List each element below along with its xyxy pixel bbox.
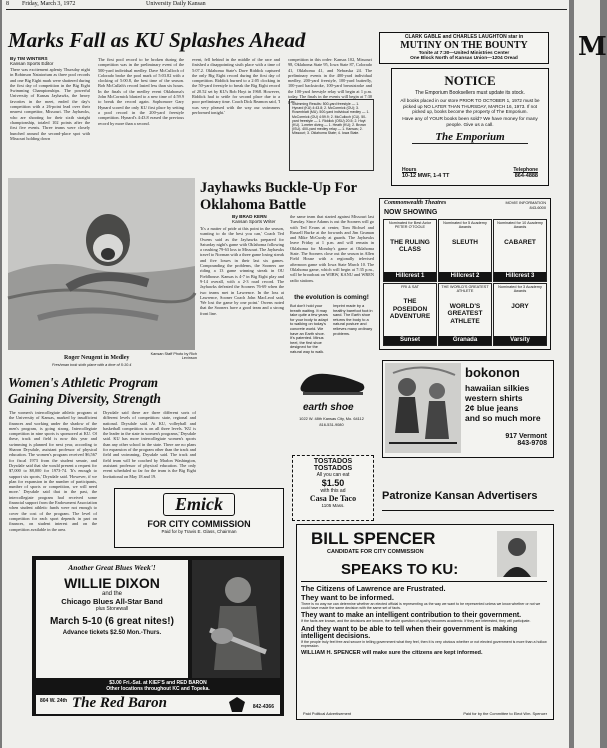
swim-results-box	[289, 99, 374, 171]
movie-cell	[493, 219, 547, 282]
blues-artist-1: WILLIE DIXON	[64, 575, 160, 591]
page-date: Friday, March 3, 1972	[22, 1, 76, 7]
page-folio	[6, 1, 569, 9]
red-baron-address: 804 W. 24th	[40, 698, 68, 704]
bokonon-item-2: western shirts	[465, 393, 523, 403]
blues-artist-3: Chicago Blues All-Star Band	[61, 597, 163, 606]
spencer-paid-left: Paid Political Advertisement	[303, 711, 352, 717]
emick-name: Emick	[163, 493, 235, 516]
movie-tagline: Nominated for 3 Academy Awards	[498, 285, 542, 294]
hours-label: Hours	[402, 167, 417, 173]
notice-heading: NOTICE	[444, 73, 496, 88]
blues-artist-2: and the	[101, 591, 123, 597]
tostados-place: Casa De Taco	[309, 494, 357, 503]
blues-dates: March 5-10 (6 great nites!)	[50, 616, 174, 627]
movie-venue: Granada	[439, 336, 491, 345]
movie-title: THE POSEIDON ADVENTURE	[389, 298, 431, 321]
phone-label: Telephone	[513, 167, 538, 173]
emick-paid: Paid for by Travis E. Glass, Chairman	[161, 529, 237, 534]
tostados-address: 1105 Mass.	[321, 503, 345, 508]
movie-cell	[438, 283, 492, 346]
emporium-hours	[402, 167, 449, 179]
movie-title: SLEUTH	[452, 238, 478, 246]
jayhawks-byline-name: By BRAD KERN	[232, 214, 267, 219]
movie-venue: Varsity	[494, 336, 546, 345]
blues-other: Other locations throughout KC and Topeka.	[106, 686, 210, 692]
swim-col-2: The first pool record to be broken during the competition was in the preliminary event of the 500-yard individual medley. Dave McCulloch of Colorado broke the pool mark of 5:03.82 with a clocking of 5:00.8, the best time of the season. Bob McCullah's record lasted less than six hours. In the finals of the medley event Oklahoma's John McCormick blasted to a new time of 4:59.9 to break the record again. Sophomore Gary Hynard scored the only KU first place by setting a pool record in the 200-yard freestyle competition. Hynard's 4:43.8 erased the previous record by more than a second.	[98, 57, 184, 126]
swim-byline	[10, 56, 90, 66]
movie-cell	[383, 283, 437, 346]
emporium-notice-ad	[391, 68, 549, 186]
earth-shoe-brand: earth shoe	[303, 402, 354, 413]
bokonon-item-3: 2¢ blue jeans	[465, 403, 519, 413]
spencer-portrait	[497, 531, 537, 577]
movie-cell	[438, 219, 492, 282]
swim-col-3: event, fell behind in the middle of the race and finished a disappointing sixth place with a time of 5:07.2. Oklahoma State's Dave Riddick captured the only Big Eight record during the first day of competition. Riddick burned to a 2:05 clocking in the 50-yard freestyle to break the Big Eight record of 20.52 set by KU's Bob Hoyt in 1968. However, Riddick had to settle for second place due to a poor preliminary time. Coach Dick Reamon said, 'I was very pleased with the way our swimmers performed tonight.'	[192, 57, 281, 115]
movie-tagline: THE WORLD'S GREATEST ATHLETE	[441, 285, 489, 294]
spencer-heading-1: The Citizens of Lawrence are Frustrated.	[301, 581, 547, 593]
spencer-sign: WILLIAM H. SPENCER will make sure the citizens are kept informed.	[301, 650, 483, 657]
adjacent-page-glyph: M	[578, 32, 607, 62]
theatres-info	[505, 201, 546, 210]
earth-shoe-body: But don't hold your breath waiting. It may take quite a few years for your body to adapt to walking on today's concrete world. We have an Earth shoe. It's patented. Minus heel, the first shoe designed for the natural way to walk.	[290, 303, 328, 354]
top-rule	[6, 9, 567, 10]
paper-name: University Daily Kansan	[146, 1, 206, 7]
spencer-ad	[296, 524, 554, 720]
tostados-ad	[292, 455, 374, 521]
movie-venue: Sunset	[384, 336, 436, 345]
theatres-info-label: MOVIE INFORMATION	[505, 200, 546, 205]
movie-tagline: Nominated for 5 Academy Awards	[443, 221, 487, 230]
movie-title: JORY	[511, 302, 529, 310]
shoe-icon	[297, 368, 369, 398]
movie-grid	[383, 219, 547, 347]
swim-col-1: There was excitement aplenty Thursday night in Robinson Natatorium as three pool records and one Big Eight mark were shattered during the first day of competition in the Big Eight Swimming Championships. The powerful University of Kansas Jayhawks, the heavy favorites in the meet, ended the day's competition with a 26-point lead over their nearest competitor, Missouri. The Jayhawks, who are shooting for their sixth straight championship, totaled 102 points after the first five events. Three teams were closely bunched around the second-place spot with Missouri holding down	[10, 67, 90, 141]
movie-title: THE RULING CLASS	[390, 238, 430, 254]
jayhawks-headline: Jayhawks Buckle-Up For Oklahoma Battle	[200, 180, 357, 213]
swim-headline: Marks Fall as KU Splashes Ahead	[8, 28, 306, 52]
bokonon-address-block	[505, 433, 547, 447]
movie-venue: Hillcrest 2	[439, 272, 491, 281]
blues-door: $3.00 Fri.-Sat. at KIEF'S and RED BARON	[109, 680, 207, 686]
photo-credit: Kansan Staff Photo by Rich Levinson	[150, 352, 197, 360]
women-col-1: The women's intercollegiate athletic program at the University of Kansas, marked by insufficient finances and working under the shadow of the men's program, is going strong. Intercollegiate competition in nine sports is sponsored at KU. Of these, track and field is now this year and swimming is planned for next year, according to Sharon Drysdale, assistant professor of physical education. The women's program received $6,567 for fiscal 1973 from the student senate, and Drysdale said that she would present a request for $7,000 to $8,000 for 1973-74. 'It's enough to support six sports,' Drysdale said. 'However, if we plan for expansion in the number of participants, number of sports or competition, we will need more.' Drysdale said that in the past, the intercollegiate program had received some financial support from the Endowment Association when student athletic funds were not enough to cover the cost of the program. The level of competition for each sport depends in part on finances, on student interest and on the competition available in the area.	[9, 410, 97, 532]
jayhawks-col-2: the same team that started against Missouri last Tuesday. Since Adams is out the Sooners will go with Ted Evans at center, Tom Bichsel and Russell Burke at the forwards and Jim Gruman and Mike McCurdy at guards. The Jayhawks leave Friday at 1 p.m. and will remain in Oklahoma for Monday's game at Oklahoma State. The Sooners close out the season in Allen Field House with a regionally televised afternoon game with Iowa State March 10. The Oklahoma game, which will begin at 7:35 p.m., will be broadcast on WIBW, KANU and WREN radio stations.	[290, 214, 374, 283]
spencer-paragraph-3: If the people truly feel free and secure in telling government what they feel, then it is very obvious whether or not elected government is more than a hollow expression.	[301, 639, 547, 648]
red-baron-name: The Red Baron	[72, 695, 168, 711]
flyer-film: MUTINY ON THE BOUNTY	[400, 40, 528, 51]
emporium-phone	[513, 167, 538, 179]
earth-shoe-heading: the evolution is coming!	[294, 294, 369, 301]
tostados-line-4: with this ad	[320, 488, 346, 494]
red-baron-logo-bar	[36, 695, 280, 714]
notice-paragraph-1: The Emporium Booksellers must update its stock.	[415, 90, 525, 96]
emporium-brand: The Emporium	[412, 131, 528, 144]
theatres-now-showing: NOW SHOWING	[384, 209, 438, 216]
notice-paragraph-3: Have any of YOUR books been sold? We have money for many people. Give us a call.	[402, 116, 538, 128]
bokonon-illustration	[385, 363, 461, 453]
spencer-paragraph-2: If the facts are known, and the decisions are known, the whole question of apathy becomes academic. If they are interested, they will participate.	[301, 619, 531, 624]
emick-ad	[114, 488, 284, 548]
theatres-phone: 843-6000	[529, 204, 546, 210]
earth-shoe-address: 1022 W. 48th Kansas City, Mo. 64112	[299, 416, 364, 421]
movie-title: WORLD'S GREATEST ATHLETE	[447, 302, 483, 325]
red-baron-blues-ad	[32, 556, 284, 716]
tostados-line-1: TOSTADOS	[313, 458, 353, 465]
movie-tagline: FRI & SAT	[401, 285, 419, 289]
red-baron-crest-icon	[228, 696, 246, 713]
blues-ticket-line	[36, 630, 188, 636]
guitarist-photo	[192, 560, 280, 678]
bokonon-item-4: and so much more	[465, 413, 541, 423]
spencer-paragraph-1: There is no way we can determine whether an elected official is representing us the way we want to be represented unless we know whether or not we could have made the same decision with the same set of facts.	[301, 602, 541, 611]
swim-col-4: competition in this order: Kansas 102, Missouri 98, Oklahoma State 95, Iowa State 87, Colorado 41, Oklahoma 41, and Nebraska 24. The preliminary events in the 400-yard individual medley, 200-yard freestyle, 100-yard butterfly, 100-yard backstroke, 100-yard breaststroke and the 100-yard freestyle relay will begin at 1 p.m. today. The finals in the events will begin at 7:30 p.m.	[288, 57, 372, 105]
patronize-banner: Patronize Kansan Advertisers	[382, 490, 554, 511]
movie-cell	[493, 283, 547, 346]
movie-title: CABARET	[504, 238, 536, 246]
blues-price: $2.50 Mon.-Thurs.	[110, 630, 162, 636]
blues-plus: plus Stonewall	[95, 606, 129, 612]
red-baron-phone: 842-4366	[252, 704, 274, 710]
notice-paragraph-2: All books placed in our store PRIOR TO OCTOBER 1, 1972 must be picked up NO LATER THAN THURSDAY, MARCH 16, 1973. If not picked up, books become the property of The Emporium.	[400, 98, 540, 115]
hours-value: 10-12 MWF, 1-4 TT	[402, 173, 450, 179]
spencer-name: BILL SPENCER	[311, 529, 436, 548]
spencer-body	[301, 581, 547, 713]
bokonon-ad	[382, 360, 554, 458]
bokonon-item-1: hawaiian silkies	[465, 383, 530, 393]
blues-title: Another Great Blues Week'!	[68, 563, 156, 572]
mutiny-flyer-ad	[379, 32, 549, 64]
movie-tagline: Nominated for Best Actor PETER O'TOOLE	[388, 221, 432, 230]
spencer-heading-4: And they want to be able to tell when their government is making intelligent decisions.	[301, 625, 518, 640]
swimmer-photo	[8, 178, 195, 350]
spencer-role: CANDIDATE FOR CITY COMMISSION	[327, 549, 424, 555]
blues-text-panel	[36, 560, 188, 678]
tostados-price: $1.50	[321, 478, 345, 488]
swimmer-image	[8, 178, 195, 350]
flyer-line-1: Tonite at 7:30—United Ministries Center	[418, 51, 510, 56]
earth-shoe-ad	[289, 292, 374, 454]
swim-byline-name: By TIM WINTERS	[10, 56, 48, 61]
spencer-paid-right: Paid for by the Committee to Elect Wm. Spencer	[463, 711, 547, 717]
women-col-2: Drysdale said there are three different sorts of different levels of competition: state, regional and national. Drysdale said. At KU, volleyball and basketball competition is on all three levels. 'KU is the leader in the state in women's programs,' Drysdale said. KU has more intercollegiate women's sports than any other school in the state. There are no plans for expansion of the program other than the track and field and swimming, Drysdale said. The track and field team will be coached by Marlon Washington, assistant professor of physical education. The only event scheduled so far for the team is the Big Eight Invitational on May 18 and 19.	[103, 410, 196, 479]
bokonon-name: bokonon	[465, 365, 520, 380]
swim-results-text: Swimming Results: 500-yard freestyle — 1. Hynard (KU) 4:43.8; 2. McCormick (OU); 3. Rosenblatt (MU). 500-yard individual medley — 1. McCormick (OU) 4:59.9; 2. McCulloch (CU). 50-yard freestyle — 1. Riddick (OSU) 20.5; 2. Hoyt (KU). 1-meter diving — 1. Heath (KU); 2. Brown (ISU). 400-yard medley relay — 1. Kansas; 2. Missouri; 3. Oklahoma State; 4. Iowa State.	[292, 102, 370, 136]
movie-venue: Hillcrest 1	[384, 272, 436, 281]
jayhawks-col-1: 'It's a matter of pride at this point in the season, wanting to do the best you can,' Coach Ted Owens said as the Jayhawks prepared for Saturday night's game with Oklahoma following a crushing 79-63 loss to Missouri. The Jayhawks travel to Norman with a three game losing streak and five losses in their last six games. Compounding the problems, the Sooners are riding a 13 game winning streak in OU Fieldhouse. Kansas is 4-7 in Big Eight play and 9-14 overall, with a 2-3 road record. The Jayhawks defeated the Sooners 76-69 when the two teams met in Lawrence. In the loss at Lawrence, Sooner Coach John MacLeod said, 'We lost the game by one point.' Owens noted that the Sooners have a good team and a strong front line.	[200, 226, 285, 316]
emick-sub: FOR CITY COMMISSION	[147, 519, 251, 529]
flyer-title: CLARK GABLE and CHARLES LAUGHTON star in	[404, 34, 524, 40]
earth-shoe-phone: 816-531-9080	[319, 422, 344, 427]
bokonon-address: 917 Vermont	[505, 433, 547, 440]
blues-tickets: Advance tickets	[62, 630, 109, 636]
adjacent-page-edge	[574, 0, 607, 748]
theatres-chain: Commonwealth Theatres	[384, 200, 447, 206]
flyer-line-2: One Block North of Kansas Union—1204 Oread	[410, 56, 518, 61]
bokonon-items	[465, 383, 551, 423]
bokonon-phone: 843-9708	[517, 440, 547, 447]
photo-caption: Roger Neugent in Medley	[64, 355, 130, 361]
tostados-line-3: All you can eat	[316, 472, 350, 478]
swim-byline-role: Kansan Sports Editor	[10, 61, 54, 66]
tostados-line-2: TOSTADOS	[313, 465, 353, 472]
women-headline: Women's Athletic Program Gaining Diversity, Strength	[8, 375, 161, 406]
movie-venue: Hillcrest 3	[494, 272, 546, 281]
earth-shoe-body-2: Imprint made by a healthy barefoot foot in sand. The Earth shoe returns the body to a natural posture and relieves many ordinary problems.	[333, 303, 373, 336]
spencer-heading-2: They want to be informed.	[301, 593, 394, 602]
newspaper-page	[2, 0, 569, 748]
commonwealth-theatres-ad	[379, 198, 551, 350]
photo-subcaption: Freshman took sixth place with a time of 5:10.4	[52, 363, 132, 367]
page-number: 8	[6, 1, 9, 7]
movie-cell	[383, 219, 437, 282]
spencer-speaks: SPEAKS TO KU:	[341, 561, 459, 578]
blues-door-block	[36, 680, 280, 692]
phone-value: 864-4888	[514, 173, 538, 179]
spencer-heading-3: They want to make an intelligent contribution to their government.	[301, 612, 522, 620]
jayhawks-byline-role: Kansan Sports Writer	[232, 219, 276, 224]
movie-tagline: Nominated for 10 Academy Awards	[497, 221, 543, 230]
